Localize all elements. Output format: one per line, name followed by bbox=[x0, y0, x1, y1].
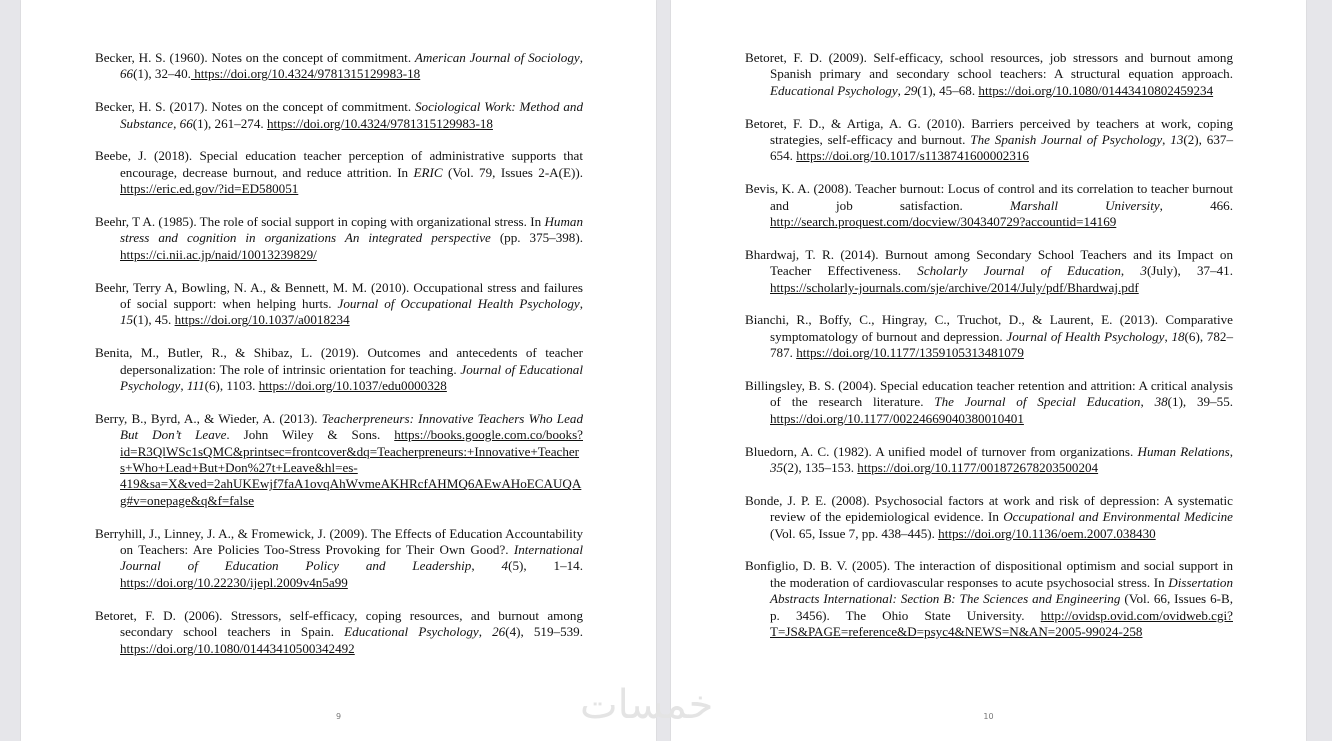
reference-text: Berryhill, J., Linney, J. A., & Fromewick, J. (2009). The Effects of Education Accountability on Teachers: Are Policies Too-Stress Provoking for Their Own Good?. bbox=[95, 525, 583, 558]
reference-text: , bbox=[579, 296, 584, 312]
reference-italic-text: Human Relations bbox=[1137, 443, 1230, 459]
reference-text: (6), 1103. bbox=[204, 378, 259, 394]
page-number: 10 bbox=[983, 712, 994, 721]
reference-text: . John Wiley & Sons. bbox=[226, 427, 395, 443]
reference-italic-text: Sociological Work: Method and Substance bbox=[120, 99, 583, 131]
reference-text: Beebe, J. (2018). Special education teacher perception of administrative supports that encourage, decrease burnout, and reduce attrition. In bbox=[95, 148, 583, 180]
reference-text: Beehr, Terry A, Bowling, N. A., & Bennett, M. M. (2010). Occupational stress and failures of social support: when helping hurts. bbox=[95, 279, 583, 312]
reference-text: , bbox=[1164, 328, 1172, 344]
reference-text: (Vol. 66, Issues 6-B, p. 3456). The Ohio State University. bbox=[770, 591, 1233, 623]
reference-italic-text: 3 bbox=[1140, 263, 1147, 279]
reference-entry bbox=[95, 99, 583, 132]
reference-text: , bbox=[478, 624, 493, 640]
reference-link[interactable]: https://doi.org/10.22230/ijepl.2009v4n5a99 bbox=[120, 574, 348, 590]
reference-text: , bbox=[1162, 132, 1171, 148]
watermark-logo: خمسات bbox=[580, 682, 714, 728]
reference-text: Bhardwaj, T. R. (2014). Burnout among Secondary School Teachers and its Impact on Teacher Effectiveness. bbox=[745, 246, 1233, 279]
reference-text: Betoret, F. D. (2009). Self-efficacy, school resources, job stressors and burnout among Spanish primary and secondary school teachers: A structural equation approach. bbox=[745, 50, 1233, 82]
reference-italic-text: Educational Psychology bbox=[770, 82, 898, 98]
reference-text: Becker, H. S. (2017). Notes on the concept of commitment. bbox=[95, 99, 415, 115]
reference-italic-text: 26 bbox=[492, 624, 506, 640]
reference-entry bbox=[745, 493, 1233, 542]
reference-entry bbox=[745, 312, 1233, 361]
reference-text: Beehr, T A. (1985). The role of social support in coping with organizational stress. In bbox=[95, 214, 545, 230]
reference-text: Bianchi, R., Boffy, C., Hingray, C., Truchot, D., & Laurent, E. (2013). Comparative symptomatology of burnout and depression. bbox=[745, 312, 1233, 344]
reference-link[interactable]: https://doi.org/10.1177/1359105313481079 bbox=[796, 345, 1024, 361]
reference-text: , bbox=[897, 82, 905, 98]
reference-list bbox=[745, 50, 1233, 657]
reference-italic-text: Dissertation Abstracts International: Section B: The Sciences and Engineering bbox=[770, 574, 1233, 607]
reference-text: Bonfiglio, D. B. V. (2005). The interaction of dispositional optimism and social support in the moderation of cardiovascular responses to acute psychosocial stress. In bbox=[745, 558, 1233, 590]
reference-text: Betoret, F. D. (2006). Stressors, self-efficacy, coping resources, and burnout among secondary school teachers in Spain. bbox=[95, 607, 583, 640]
reference-italic-text: ERIC bbox=[413, 164, 443, 180]
reference-italic-text: 38 bbox=[1154, 394, 1168, 410]
reference-entry bbox=[95, 280, 583, 329]
reference-entry bbox=[745, 116, 1233, 165]
reference-text: , bbox=[471, 558, 502, 574]
reference-text: (July), 37–41. bbox=[1146, 263, 1233, 279]
reference-link[interactable]: https://scholarly-journals.com/sje/archive/2014/July/pdf/Bhardwaj.pdf bbox=[770, 279, 1139, 295]
reference-italic-text: 13 bbox=[1170, 132, 1184, 148]
reference-link[interactable]: https://doi.org/10.1080/01443410802459234 bbox=[978, 82, 1214, 98]
reference-link[interactable]: https://doi.org/10.1177/001872678203500204 bbox=[857, 460, 1099, 476]
reference-italic-text: 18 bbox=[1171, 328, 1185, 344]
reference-entry bbox=[95, 608, 583, 657]
reference-link[interactable]: https://eric.ed.gov/?id=ED580051 bbox=[120, 181, 299, 197]
reference-text: (1), 261–274. bbox=[192, 115, 267, 131]
page-number: 9 bbox=[335, 712, 342, 721]
reference-text: (pp. 375–398). bbox=[490, 230, 583, 246]
reference-link[interactable]: https://doi.org/10.1177/00224669040380010401 bbox=[770, 410, 1024, 426]
reference-italic-text: 15 bbox=[120, 312, 134, 328]
reference-link[interactable]: https://doi.org/10.4324/9781315129983-18 bbox=[266, 115, 493, 131]
reference-italic-text: Journal of Health Psychology bbox=[1006, 328, 1165, 344]
reference-text: (1), 45. bbox=[133, 312, 175, 328]
reference-text: Becker, H. S. (1960). Notes on the concept of commitment. bbox=[95, 50, 415, 65]
document-page-9 bbox=[21, 0, 656, 741]
reference-italic-text: Marshall University bbox=[1009, 197, 1160, 213]
reference-link[interactable]: https://doi.org/10.4324/9781315129983-18 bbox=[190, 66, 421, 82]
reference-text: (1), 45–68. bbox=[917, 82, 979, 98]
reference-text: Bonde, J. P. E. (2008). Psychosocial factors at work and risk of depression: A systematic review of the epidemiological evidence. In bbox=[745, 492, 1233, 525]
reference-text: Bluedorn, A. C. (1982). A unified model of turnover from organizations. bbox=[745, 443, 1138, 459]
reference-italic-text: Human stress and cognition in organizations An integrated perspective bbox=[120, 214, 583, 246]
reference-text: Berry, B., Byrd, A., & Wieder, A. (2013). bbox=[95, 410, 322, 426]
reference-text: (6), 782–787. bbox=[770, 328, 1233, 361]
reference-italic-text: Teacherpreneurs: Innovative Teachers Who Lead But Don’t Leave bbox=[120, 410, 583, 443]
reference-text: (2), 637–654. bbox=[770, 132, 1233, 164]
reference-italic-text: Scholarly Journal of Education bbox=[917, 263, 1121, 279]
reference-text: (1), 39–55. bbox=[1167, 394, 1234, 410]
reference-link[interactable]: http://search.proquest.com/docview/304340729?accountid=14169 bbox=[770, 214, 1117, 230]
reference-entry bbox=[745, 378, 1233, 427]
reference-list bbox=[95, 50, 583, 673]
reference-entry bbox=[95, 411, 583, 509]
reference-italic-text: Occupational and Environmental Medicine bbox=[1003, 509, 1233, 525]
reference-italic-text: Educational Psychology bbox=[344, 624, 479, 640]
reference-entry bbox=[95, 214, 583, 263]
reference-link[interactable]: https://books.google.com.co/books?id=R3QlWSc1sQMC&printsec=frontcover&dq=Teacherpreneurs:+Innovative+Teachers+Who+Lead+But+Don%27t+Leave&hl=es-419&sa=X&ved=2ahUKEwjf7faA1ovqAhWvmeAKHRcfAHMQ6AEwAHoECAUQAg#v=onepage&q&f=false bbox=[120, 427, 583, 508]
document-page-10 bbox=[671, 0, 1306, 741]
reference-link[interactable]: https://doi.org/10.1017/s1138741600002316 bbox=[796, 148, 1029, 164]
reference-text: (Vol. 79, Issues 2-A(E)). bbox=[442, 164, 583, 180]
reference-entry bbox=[745, 247, 1233, 296]
reference-text: , bbox=[1140, 394, 1155, 410]
reference-italic-text: 66 bbox=[120, 66, 134, 82]
reference-text: , bbox=[1229, 443, 1233, 459]
reference-link[interactable]: https://doi.org/10.1037/edu0000328 bbox=[258, 378, 447, 394]
reference-italic-text: Journal of Educational Psychology bbox=[120, 361, 583, 394]
reference-italic-text: 29 bbox=[904, 82, 918, 98]
reference-entry bbox=[95, 526, 583, 592]
reference-text: Benita, M., Butler, R., & Shibaz, L. (2019). Outcomes and antecedents of teacher depersonalization: The role of intrinsic orientation for teaching. bbox=[95, 345, 583, 377]
reference-text: (Vol. 65, Issue 7, pp. 438–445). bbox=[770, 525, 939, 541]
reference-entry bbox=[95, 50, 583, 83]
reference-link[interactable]: https://ci.nii.ac.jp/naid/10013239829/ bbox=[120, 246, 317, 262]
reference-text: Billingsley, B. S. (2004). Special education teacher retention and attrition: A critical analysis of the research literature. bbox=[745, 378, 1233, 410]
reference-text: (2), 135–153. bbox=[783, 460, 858, 476]
reference-entry bbox=[95, 345, 583, 394]
reference-italic-text: 111 bbox=[186, 378, 205, 394]
reference-italic-text: International Journal of Education Policy and Leadership bbox=[120, 542, 583, 574]
reference-text: Bevis, K. A. (2008). Teacher burnout: Locus of control and its correlation to teacher burnout and job satisfaction. bbox=[745, 181, 1233, 213]
reference-link[interactable]: https://doi.org/10.1136/oem.2007.038430 bbox=[938, 525, 1156, 541]
reference-entry bbox=[95, 148, 583, 197]
reference-italic-text: The Journal of Special Education bbox=[934, 394, 1141, 410]
reference-text: , bbox=[579, 50, 583, 65]
reference-italic-text: American Journal of Sociology bbox=[414, 50, 580, 65]
reference-italic-text: 66 bbox=[179, 115, 193, 131]
reference-italic-text: Journal of Occupational Health Psychology bbox=[337, 296, 580, 312]
reference-text: (4), 519–539. bbox=[505, 624, 583, 640]
reference-text: (1), 32–40. bbox=[133, 66, 191, 82]
reference-link[interactable]: http://ovidsp.ovid.com/ovidweb.cgi?T=JS&PAGE=reference&D=psyc4&NEWS=N&AN=2005-99024-258 bbox=[770, 607, 1233, 640]
reference-entry bbox=[745, 181, 1233, 230]
reference-link[interactable]: https://doi.org/10.1080/01443410500342492 bbox=[120, 640, 355, 656]
reference-text: , bbox=[1120, 263, 1141, 279]
reference-italic-text: The Spanish Journal of Psychology bbox=[970, 132, 1163, 148]
reference-italic-text: 4 bbox=[501, 558, 509, 574]
reference-text: , 466. bbox=[1159, 197, 1233, 213]
reference-link[interactable]: https://doi.org/10.1037/a0018234 bbox=[174, 312, 350, 328]
reference-text: , bbox=[173, 115, 180, 131]
reference-italic-text: 35 bbox=[770, 460, 784, 476]
reference-text: Betoret, F. D., & Artiga, A. G. (2010). Barriers perceived by teachers at work, coping strategies, self-efficacy and burnout. bbox=[745, 115, 1233, 148]
reference-entry bbox=[745, 558, 1233, 640]
reference-text: (5), 1–14. bbox=[508, 558, 583, 574]
reference-entry bbox=[745, 50, 1233, 99]
reference-entry bbox=[745, 444, 1233, 477]
reference-text: , bbox=[180, 378, 187, 394]
